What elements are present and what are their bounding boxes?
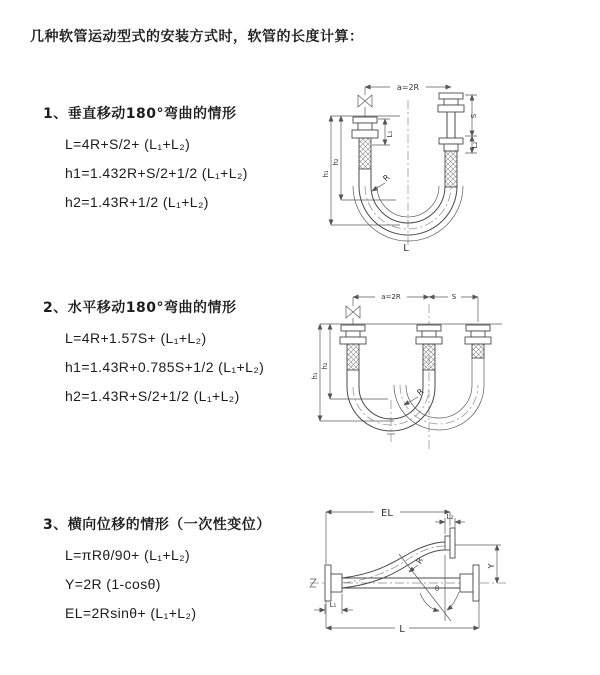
dimension-l bbox=[326, 601, 479, 635]
section-3-heading: 3、横向位移的情形（一次性变位） bbox=[43, 517, 271, 533]
formula-y: Y=2R (1-cosθ) bbox=[65, 576, 161, 592]
diagram-vertical-180-bend bbox=[308, 74, 592, 258]
dim-label-h1: h₁ bbox=[311, 372, 319, 380]
formula-length: L=4R+S/2+ (L₁+L₂) bbox=[65, 136, 191, 152]
pipe-left bbox=[352, 117, 378, 169]
formula-h1: h1=1.432R+S/2+1/2 (L₁+L₂) bbox=[65, 165, 248, 181]
dim-label-l1: L₁ bbox=[329, 601, 337, 609]
dim-label-s: S bbox=[470, 113, 478, 119]
section-lateral-displacement bbox=[43, 514, 271, 634]
section-1-heading: 1、垂直移动180°弯曲的情形 bbox=[43, 106, 237, 122]
hose-u-bend-position2 bbox=[394, 358, 484, 430]
dim-label-y: Y bbox=[487, 563, 496, 569]
pipe-middle bbox=[416, 325, 442, 370]
pipe-right bbox=[438, 93, 464, 187]
dimension-a2r bbox=[365, 81, 451, 92]
dimension-a2r bbox=[353, 291, 429, 301]
braided-hose-left bbox=[359, 138, 371, 169]
section-horizontal-180-bend bbox=[43, 297, 264, 417]
dim-label-l1: L₁ bbox=[386, 130, 394, 138]
section-vertical-180-bend bbox=[43, 103, 248, 223]
radius-callout bbox=[372, 173, 392, 191]
formula-h1: h1=1.43R+0.785S+1/2 (L₁+L₂) bbox=[65, 359, 265, 375]
formula-length: L=πRθ/90+ (L₁+L₂) bbox=[65, 547, 191, 563]
diagram-lateral-displacement bbox=[298, 498, 600, 662]
pipe-left bbox=[340, 325, 366, 370]
dim-label-el: EL bbox=[381, 508, 393, 519]
flange-left bbox=[325, 565, 342, 601]
formula-length: L=4R+1.57S+ (L₁+L₂) bbox=[65, 330, 207, 346]
formula-h2: h2=1.43R+S/2+1/2 (L₁+L₂) bbox=[65, 388, 240, 404]
dimension-s bbox=[429, 291, 478, 322]
section-2-heading: 2、水平移动180°弯曲的情形 bbox=[43, 300, 237, 316]
angle-label: θ bbox=[434, 585, 440, 593]
dim-label-l2: L₂ bbox=[446, 513, 454, 521]
page-title: 几种软管运动型式的安装方式时，软管的长度计算： bbox=[30, 29, 364, 45]
dim-label-l: L bbox=[403, 243, 409, 254]
dimension-el bbox=[326, 505, 450, 564]
dim-label-l2: L₂ bbox=[471, 141, 479, 149]
hose-displaced-position bbox=[342, 542, 445, 588]
dimension-s bbox=[465, 95, 479, 153]
radius-label: R bbox=[415, 386, 426, 398]
formula-h2: h2=1.43R+1/2 (L₁+L₂) bbox=[65, 194, 209, 210]
flange-right-lower bbox=[460, 565, 479, 601]
braided-hose-right bbox=[445, 151, 457, 187]
radius-label: R bbox=[414, 556, 426, 566]
dim-label-s: S bbox=[451, 293, 457, 301]
formula-el: EL=2Rsinθ+ (L₁+L₂) bbox=[65, 605, 197, 621]
valve-icon bbox=[346, 297, 360, 325]
pipe-right bbox=[465, 325, 491, 358]
valve-icon bbox=[358, 87, 372, 117]
dim-label-l: L bbox=[399, 624, 405, 635]
dim-label-a2r: a=2R bbox=[396, 83, 420, 92]
dim-label-h2: h₂ bbox=[321, 362, 329, 370]
flange-top-right bbox=[445, 528, 455, 558]
dim-label-h1: h₁ bbox=[322, 170, 330, 178]
diagram-horizontal-180-bend bbox=[306, 282, 592, 464]
dimension-l1 bbox=[314, 594, 353, 614]
dim-label-h2: h₂ bbox=[332, 158, 340, 166]
dim-label-a2r: a=2R bbox=[381, 293, 401, 301]
radius-label: R bbox=[381, 172, 392, 184]
